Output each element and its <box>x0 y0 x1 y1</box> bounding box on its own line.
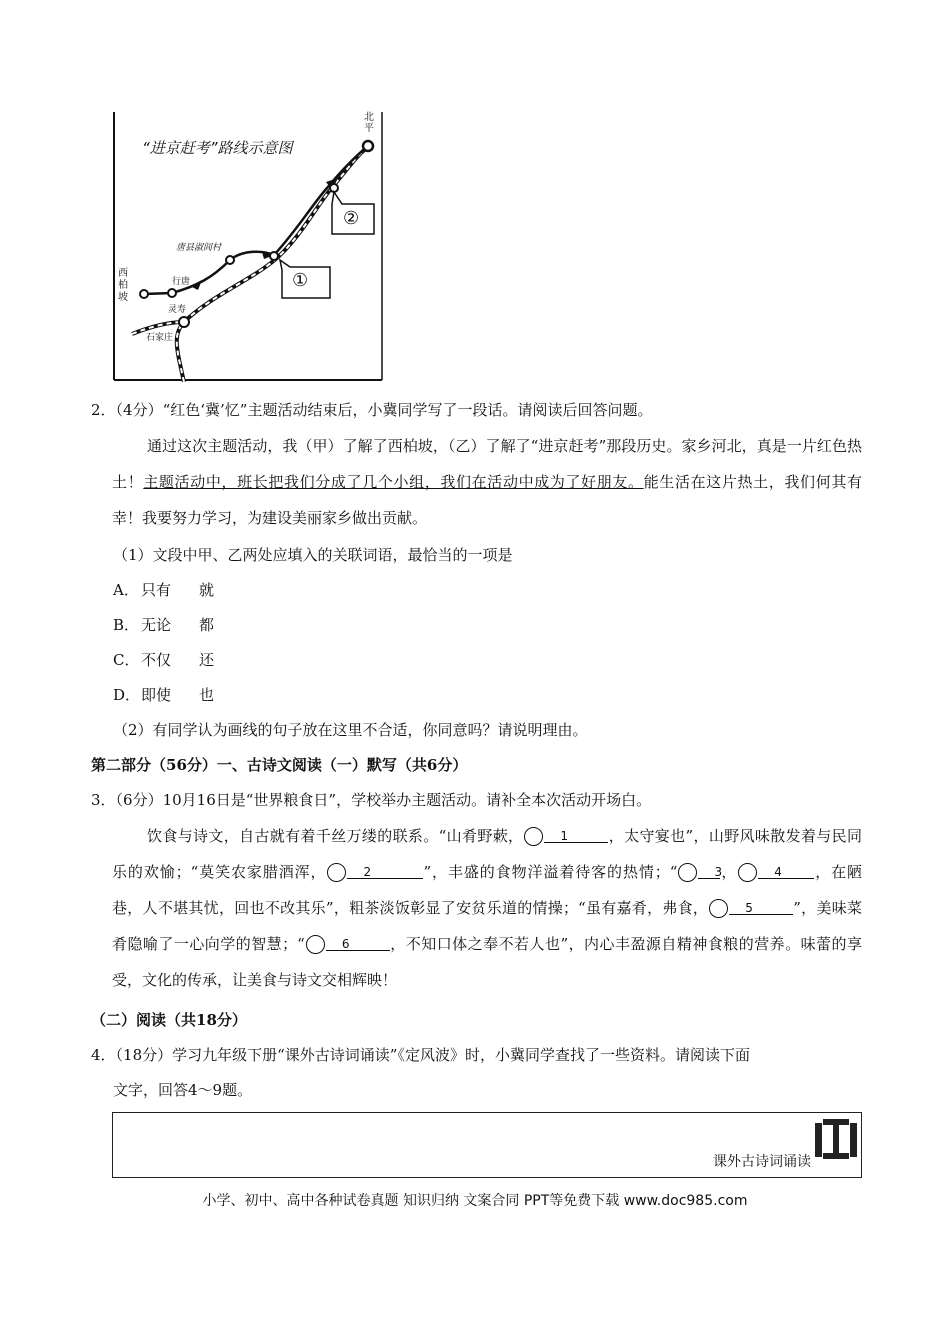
blank-number-1: 1 <box>524 827 543 846</box>
option-letter: B． <box>113 616 140 634</box>
seal-icon <box>815 1119 857 1163</box>
blank-3[interactable] <box>698 864 720 879</box>
option-letter: A． <box>113 581 139 599</box>
box-label: 课外古诗词诵读 <box>713 1154 811 1170</box>
q2-header: 2．（4分）“红色‘冀’忆”主题活动结束后，小冀同学写了一段话。请阅读后回答问题。 <box>91 401 653 419</box>
section2-title: 第二部分（56分）一、古诗文阅读（一）默写（共6分） <box>91 756 468 774</box>
q2-passage-before: 通过这次主题活动，我（甲）了解了西柏坡，（乙）了解了“进京赶考”那段历史。家乡河北，真是一片红色热土！ <box>112 437 862 491</box>
option-word-1: 无论 <box>141 616 172 634</box>
q3-text: ，不知口体之奉不若人也”，内心丰盈源自精神食粮的营养。味蕾的享受，文化的传承，让美食与诗文交相辉映！ <box>112 935 863 989</box>
option-letter: D． <box>113 686 141 704</box>
page-footer: 小学、初中、高中各种试卷真题 知识归纳 文案合同 PPT等免费下载 www.doc985.com <box>202 1193 748 1209</box>
option-word-2: 都 <box>199 616 215 634</box>
q2-sub2: （2）有同学认为画线的句子放在这里不合适，你同意吗？请说明理由。 <box>113 721 588 739</box>
option-a[interactable] <box>113 579 214 600</box>
option-word-1: 即使 <box>141 686 172 704</box>
option-letter: C． <box>113 651 140 669</box>
blank-6[interactable] <box>326 936 390 951</box>
map-label-beiping: 北平 <box>364 112 374 134</box>
q3-header: 3．（6分）10月16日是“世界粮食日”，学校举办主题活动。请补全本次活动开场白。 <box>91 791 652 809</box>
q3-text: ”，美味菜肴隐喻了一心向学的智慧；“ <box>112 899 863 953</box>
blank-5[interactable] <box>729 900 793 915</box>
blank-number-3: 3 <box>678 863 697 882</box>
section3-title: （二）阅读（共18分） <box>91 1011 247 1029</box>
blank-4[interactable] <box>758 864 814 879</box>
option-word-1: 只有 <box>141 581 172 599</box>
q3-text: ， <box>720 863 738 881</box>
q3-text: ，太守宴也”，山野风味散发着与民同乐的欢愉；“莫笑农家腊酒浑， <box>112 827 863 881</box>
blank-2[interactable] <box>347 864 423 879</box>
map-label-lingshou: 灵寿 <box>168 305 187 315</box>
option-word-1: 不仅 <box>141 651 172 669</box>
map-label-tangxian: 唐县淑闾村 <box>176 243 222 253</box>
blank-number-6: 6 <box>306 935 325 954</box>
map-label-shijiazhuang: 石家庄 <box>146 333 174 343</box>
q2-sub1: （1）文段中甲、乙两处应填入的关联词语，最恰当的一项是 <box>113 546 513 564</box>
option-c[interactable] <box>113 649 214 670</box>
option-b[interactable] <box>113 614 214 635</box>
blank-number-4: 4 <box>738 863 757 882</box>
map-title: “进京赶考”路线示意图 <box>142 139 293 157</box>
q3-passage <box>112 818 862 998</box>
map-marker-2: ② <box>343 208 360 229</box>
option-word-2: 还 <box>199 651 215 669</box>
map-label-hangtang: 行唐 <box>172 277 191 287</box>
q3-text: ”，丰盛的食物洋溢着待客的热情；“ <box>423 863 678 881</box>
q4-header-cont: 文字，回答4～9题。 <box>113 1081 253 1099</box>
q3-text: 饮食与诗文，自古就有着千丝万缕的联系。“山肴野蔌， <box>147 827 524 845</box>
blank-number-2: 2 <box>327 863 346 882</box>
map-marker-1: ① <box>292 270 309 291</box>
q2-passage-after: 能生活在这片热土，我们何其有幸！我要努力学习，为建设美丽家乡做出贡献。 <box>112 473 862 527</box>
option-word-2: 也 <box>199 686 215 704</box>
q3-text: ，在陋巷，人不堪其忧，回也不改其乐”，粗茶淡饭彰显了安贫乐道的情操；“虽有嘉肴，弗食， <box>112 863 863 917</box>
q4-header: 4．（18分）学习九年级下册“课外古诗词诵读”《定风波》时，小冀同学查找了一些资料。请阅读下面 <box>91 1046 750 1064</box>
q2-underlined-sentence: 主题活动中，班长把我们分成了几个小组，我们在活动中成为了好朋友。 <box>143 473 644 491</box>
reading-material-box <box>112 1112 862 1178</box>
blank-1[interactable] <box>544 828 608 843</box>
map-label-xibaipo: 西柏坡 <box>118 268 128 303</box>
q2-passage <box>112 428 862 536</box>
option-d[interactable] <box>113 684 214 705</box>
blank-number-5: 5 <box>709 899 728 918</box>
option-word-2: 就 <box>199 581 215 599</box>
